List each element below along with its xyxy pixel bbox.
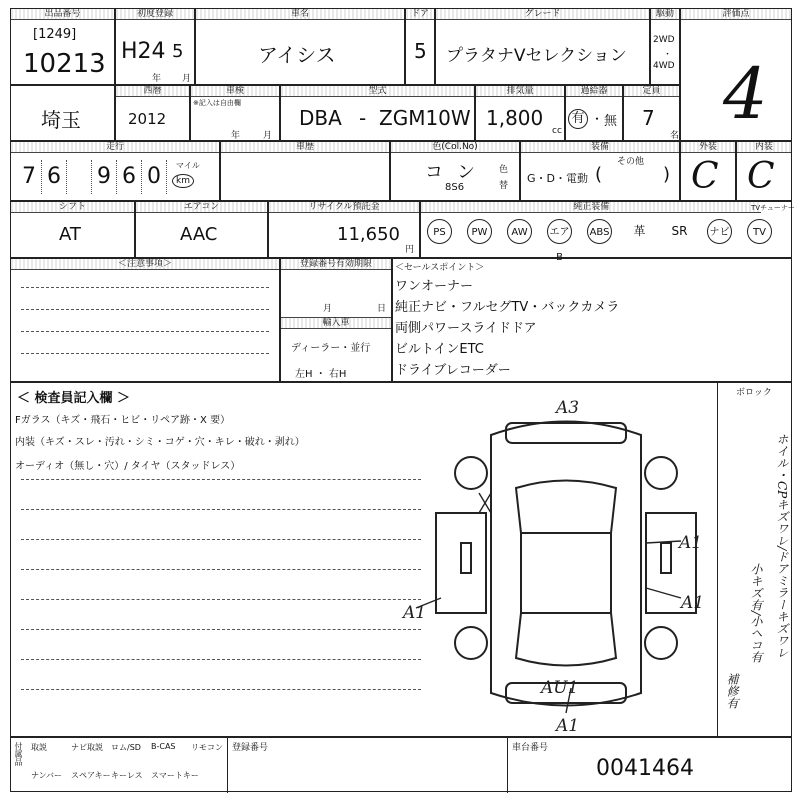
interior-header: 内装 bbox=[737, 142, 791, 153]
mark-a1-left: A1 bbox=[403, 603, 427, 623]
color-name: コン bbox=[425, 162, 489, 183]
recycle-unit: 円 bbox=[405, 245, 415, 255]
exterior-grade: C bbox=[691, 156, 719, 197]
car-diagram bbox=[403, 393, 721, 736]
notes-line-4 bbox=[21, 353, 269, 354]
color-gae: 替 bbox=[499, 181, 509, 191]
insp-line-5 bbox=[21, 599, 421, 600]
footer-cell bbox=[10, 737, 792, 792]
score-cell bbox=[680, 8, 792, 141]
mark-au1: AU1 bbox=[541, 678, 579, 698]
car-name: アイシス bbox=[258, 43, 336, 67]
mileage-header: 走行 bbox=[11, 142, 219, 153]
shift-cell bbox=[10, 201, 135, 258]
model-code: ZGM10W bbox=[379, 106, 471, 130]
turbo-yes: 有 bbox=[568, 109, 588, 129]
chassis-box bbox=[507, 738, 793, 793]
model-cell bbox=[280, 85, 475, 141]
recycle-cell bbox=[268, 201, 420, 258]
inspector-line-audio: オーディオ（無し・穴）/ タイヤ（スタッドレス） bbox=[15, 461, 241, 472]
color-code: 8S6 bbox=[445, 182, 465, 193]
insp-line-7 bbox=[21, 659, 421, 660]
inspector-line-interior: 内装（キズ・スレ・汚れ・シミ・コゲ・穴・キレ・破れ・剥れ） bbox=[15, 437, 305, 448]
footer-item-bottom: キーレス bbox=[111, 771, 143, 780]
chassis-label: 車台番号 bbox=[512, 743, 549, 753]
notes-line-1 bbox=[21, 287, 269, 288]
mark-a3: A3 bbox=[556, 398, 580, 418]
footer-accessories-label: 付属品 bbox=[14, 742, 23, 766]
displacement-unit: cc bbox=[552, 126, 562, 136]
insp-line-3 bbox=[21, 539, 421, 540]
turbo-no: 無 bbox=[604, 114, 618, 129]
door-cell bbox=[405, 8, 435, 85]
year-cell bbox=[115, 85, 190, 141]
tsuki-label: 月 bbox=[182, 74, 192, 84]
model-prefix: DBA bbox=[299, 106, 342, 130]
equipment-8-icon: TV bbox=[747, 219, 772, 244]
insp-nen: 年 bbox=[231, 131, 241, 141]
reg-number-label: 登録番号 bbox=[232, 743, 269, 753]
year-header: 西暦 bbox=[116, 86, 189, 97]
car-name-cell bbox=[195, 8, 405, 85]
equipment-2-icon: AW bbox=[507, 219, 532, 244]
footer-item-bottom: スマートキー bbox=[151, 771, 199, 780]
odometer-digit: 7 bbox=[17, 160, 42, 194]
mile-label: マイル bbox=[176, 161, 200, 170]
lot-header: 出品番号 bbox=[11, 9, 114, 20]
km-label: km bbox=[172, 174, 194, 188]
reg-tsuki: 月 bbox=[323, 304, 333, 314]
odometer-digit: 6 bbox=[42, 160, 67, 194]
equipment-7-icon: ナビ bbox=[707, 219, 732, 244]
sales-point-item: ワンオーナー bbox=[395, 279, 474, 294]
footer-item-bottom: ナンバー bbox=[31, 771, 63, 780]
inspection-header: 車検 bbox=[191, 86, 279, 97]
insp-line-8 bbox=[21, 689, 421, 690]
model-dash: - bbox=[359, 106, 367, 130]
side-note-box bbox=[717, 383, 793, 738]
footer-item-top: ナビ取説 bbox=[71, 743, 103, 752]
displacement-value: 1,800 bbox=[486, 106, 544, 130]
insp-line-2 bbox=[21, 509, 421, 510]
footer-item-top: 取説 bbox=[31, 743, 47, 752]
equipment-1-icon: PW bbox=[467, 219, 492, 244]
tv-tuner-label: TVチューナー bbox=[751, 204, 795, 212]
equipment-5-icon: 革 bbox=[633, 224, 646, 238]
inspection-note: ※記入は自由欄 bbox=[193, 99, 241, 107]
displacement-header: 排気量 bbox=[476, 86, 564, 97]
lot-bracket: [1249] bbox=[33, 27, 77, 42]
exterior-cell bbox=[680, 141, 736, 201]
insp-line-4 bbox=[21, 569, 421, 570]
history-cell bbox=[220, 141, 390, 201]
interior-cell bbox=[736, 141, 792, 201]
grade-cell bbox=[435, 8, 650, 85]
reg-number-box bbox=[227, 738, 507, 793]
first-reg-era: H24 bbox=[121, 39, 166, 64]
drive-2wd: 2WD bbox=[653, 35, 675, 45]
drive-header: 駆動 bbox=[651, 9, 679, 20]
odometer-digit: 9 bbox=[92, 160, 117, 194]
recycle-value: 11,650 bbox=[337, 224, 400, 245]
odometer bbox=[17, 160, 167, 194]
footer-item-top: リモコン bbox=[191, 743, 223, 752]
prefecture-cell bbox=[10, 85, 115, 141]
mark-a1-right-front: A1 bbox=[679, 533, 703, 553]
turbo-cell bbox=[565, 85, 623, 141]
reg-hi: 日 bbox=[377, 304, 387, 314]
first-reg-header: 初度登録 bbox=[116, 9, 194, 20]
aircon-value: AAC bbox=[180, 224, 218, 245]
side-note-col2: 小キズ有/小ヘコ有 bbox=[749, 563, 763, 664]
score-value: 4 bbox=[723, 53, 768, 135]
inspection-cell bbox=[190, 85, 280, 141]
interior-grade: C bbox=[747, 156, 775, 197]
notes-line-2 bbox=[21, 309, 269, 310]
notes-header: ＜注意事項＞ bbox=[11, 259, 279, 270]
side-note-label: ボロック bbox=[736, 388, 772, 398]
reg-expiry-cell bbox=[280, 258, 392, 382]
grade-value: プラタナVセレクション bbox=[446, 46, 627, 66]
model-year: 2012 bbox=[128, 110, 167, 128]
sales-point-item: ビルトインETC bbox=[395, 342, 484, 357]
sales-point-item: 両側パワースライドドア bbox=[395, 321, 537, 336]
odometer-digit: 6 bbox=[117, 160, 142, 194]
lot-cell bbox=[10, 8, 115, 85]
odometer-digit: 0 bbox=[142, 160, 167, 194]
equipment-3-icon: エアB bbox=[547, 219, 572, 244]
odometer-digit bbox=[67, 160, 92, 194]
side-note-col3: 補修有 bbox=[725, 673, 739, 709]
grade-header: グレード bbox=[436, 9, 649, 20]
capacity-header: 定員 bbox=[624, 86, 679, 97]
capacity-cell bbox=[623, 85, 680, 141]
notes-line-3 bbox=[21, 331, 269, 332]
footer-item-top: ロム/SD bbox=[111, 743, 141, 752]
door-header: ドア bbox=[406, 9, 434, 20]
std-equipment-cell bbox=[420, 201, 795, 263]
score-header: 評価点 bbox=[681, 9, 791, 20]
shift-header: シフト bbox=[11, 202, 134, 213]
door-count: 5 bbox=[414, 39, 427, 63]
footer-item-top: B-CAS bbox=[151, 742, 176, 751]
equipment-6-icon: SR bbox=[671, 224, 688, 238]
reg-expiry-header: 登録番号有効期限 bbox=[281, 259, 391, 270]
first-reg-cell bbox=[115, 8, 195, 85]
history-header: 車歴 bbox=[221, 142, 389, 153]
capacity-value: 7 bbox=[642, 106, 655, 130]
sales-point-item: 純正ナビ・フルセグTV・バックカメラ bbox=[395, 300, 620, 315]
sales-points-header: ＜セールスポイント＞ bbox=[395, 263, 485, 273]
mark-a1-rear: A1 bbox=[556, 716, 580, 736]
equipment-other: その他 bbox=[617, 157, 645, 167]
inspector-cell bbox=[10, 382, 792, 737]
footer-item-bottom: スペアキー bbox=[71, 771, 111, 780]
color-header: 色(Col.No) bbox=[391, 142, 519, 153]
drive-dot: ・ bbox=[663, 50, 673, 60]
prefecture: 埼玉 bbox=[41, 108, 81, 132]
aircon-cell bbox=[135, 201, 268, 258]
aircon-header: エアコン bbox=[136, 202, 267, 213]
side-note-col1: ホイル・CPキズワレ/ドアミラーキズワレ bbox=[775, 433, 789, 659]
turbo-header: 過給器 bbox=[566, 86, 622, 97]
equipment-4-icon: ABS bbox=[587, 219, 612, 244]
insp-line-1 bbox=[21, 479, 421, 480]
exterior-header: 外装 bbox=[681, 142, 735, 153]
inspector-line-glass: Fガラス（キズ・飛石・ヒビ・リペア跡・X 要） bbox=[15, 415, 231, 426]
recycle-header: リサイクル預託金 bbox=[269, 202, 419, 213]
drive-cell bbox=[650, 8, 680, 85]
turbo-sep: ・ bbox=[591, 112, 604, 126]
sales-points-cell bbox=[392, 258, 792, 382]
shift-value: AT bbox=[59, 224, 81, 245]
import-steer: 左H ・ 右H bbox=[295, 369, 347, 380]
notes-cell bbox=[10, 258, 280, 382]
equipment-cell bbox=[520, 141, 680, 201]
equipment-header: 装備 bbox=[521, 142, 679, 153]
chassis-number: 0041464 bbox=[596, 756, 694, 781]
color-iro: 色 bbox=[499, 165, 509, 175]
displacement-cell bbox=[475, 85, 565, 141]
insp-line-6 bbox=[21, 629, 421, 630]
insp-tsuki: 月 bbox=[263, 131, 273, 141]
import-header: 輸入車 bbox=[281, 317, 391, 329]
inspector-title: ＜ 検査員記入欄 ＞ bbox=[17, 391, 131, 406]
mark-a1-right-rear: A1 bbox=[681, 593, 705, 613]
std-equipment-header: 純正装備 bbox=[421, 202, 761, 213]
sales-point-item: ドライブレコーダー bbox=[395, 363, 511, 378]
equipment-0-icon: PS bbox=[427, 219, 452, 244]
lot-number: 10213 bbox=[23, 49, 106, 79]
import-dealer: ディーラー・並行 bbox=[291, 343, 371, 354]
mileage-cell bbox=[10, 141, 220, 201]
equipment-paren-close: ) bbox=[663, 164, 671, 185]
first-reg-month: 5 bbox=[172, 41, 184, 62]
car-name-header: 車名 bbox=[196, 9, 404, 20]
model-header: 型式 bbox=[281, 86, 474, 97]
nen-label: 年 bbox=[152, 74, 162, 84]
color-cell bbox=[390, 141, 520, 201]
capacity-unit: 名 bbox=[670, 131, 680, 141]
drive-4wd: 4WD bbox=[653, 61, 675, 71]
equipment-ac: G・D・電動 bbox=[527, 172, 588, 185]
equipment-paren-open: ( bbox=[595, 164, 603, 185]
